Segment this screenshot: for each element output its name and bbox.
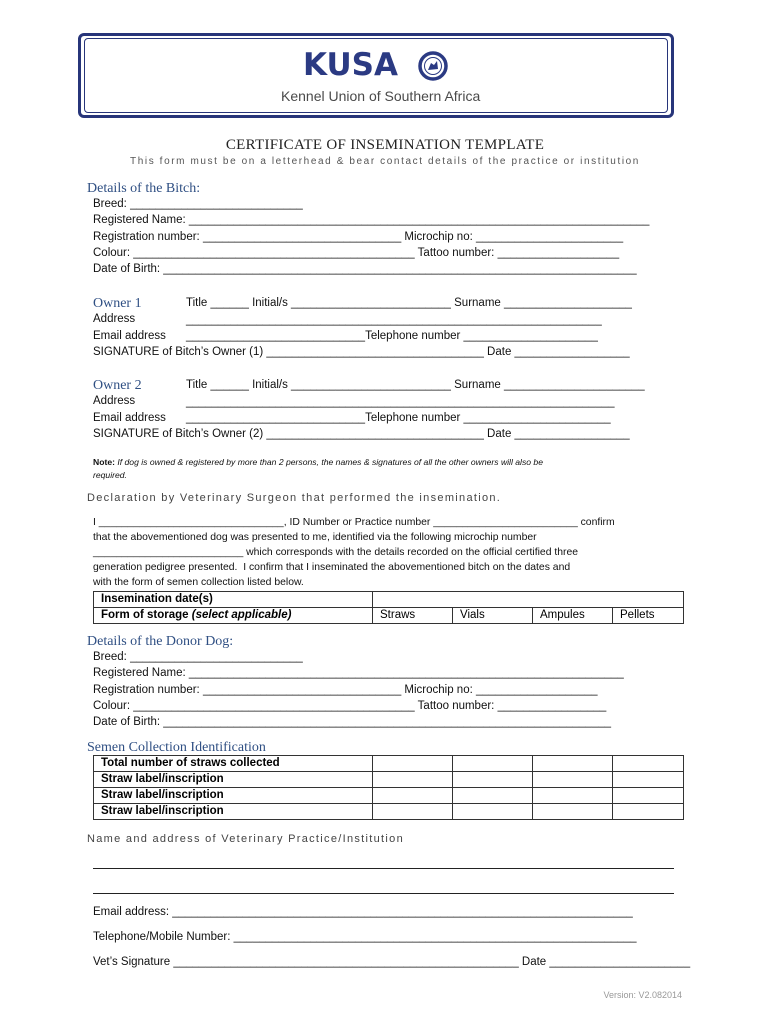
semen-row-label: Straw label/inscription [94,772,373,788]
insemination-table [93,591,684,624]
owner2-address-label: Address [93,395,136,407]
practice-email-field[interactable]: Email address: ________________________________________________________________________ [93,906,633,918]
declaration-line-4: generation pedigree presented. I confirm that I inseminated the abovementioned bitch on the dates and [93,562,571,573]
bitch-registered-name-field[interactable]: Registered Name: ________________________________________________________________________ [93,214,650,226]
practice-heading: Name and address of Veterinary Practice/Institution [87,833,404,845]
donor-dob-field[interactable]: Date of Birth: ______________________________________________________________________ [93,716,612,728]
semen-collection-table [93,755,684,820]
semen-cell[interactable] [373,772,453,788]
semen-collection-heading: Semen Collection Identification [87,740,266,755]
semen-cell[interactable] [373,788,453,804]
semen-cell[interactable] [533,772,613,788]
semen-row-label: Straw label/inscription [94,804,373,820]
semen-row-label: Straw label/inscription [94,788,373,804]
semen-cell[interactable] [373,756,453,772]
semen-cell[interactable] [533,804,613,820]
storage-option-straws[interactable]: Straws [373,608,453,624]
donor-details-heading: Details of the Donor Dog: [87,634,234,649]
bitch-registration-field[interactable]: Registration number: _______________________________ Microchip no: _______________________ [93,231,624,243]
semen-cell[interactable] [453,772,533,788]
semen-cell[interactable] [453,804,533,820]
owner1-title-field[interactable]: Title ______ Initial/s _________________________ Surname ____________________ [186,297,632,309]
practice-name-line[interactable] [93,868,674,869]
practice-telephone-field[interactable]: Telephone/Mobile Number: _______________________________________________________________ [93,931,637,943]
owner2-email-label: Email address [93,412,166,424]
declaration-line-2: that the abovementioned dog was presented to me, identified via the following microchip number [93,532,537,543]
declaration-line-5: with the form of semen collection listed below. [93,577,304,588]
kusa-logo-text: KUSA [303,47,398,83]
storage-option-pellets[interactable]: Pellets [613,608,684,624]
bitch-colour-field[interactable]: Colour: ____________________________________________ Tattoo number: ___________________ [93,247,620,259]
storage-option-vials[interactable]: Vials [453,608,533,624]
semen-cell[interactable] [453,788,533,804]
semen-cell[interactable] [453,756,533,772]
storage-form-note: (select applicable) [191,609,292,621]
bitch-dob-field[interactable]: Date of Birth: __________________________________________________________________________ [93,263,637,275]
semen-row-label: Total number of straws collected [94,756,373,772]
storage-option-ampules[interactable]: Ampules [533,608,613,624]
table-row [94,608,684,624]
semen-cell[interactable] [613,788,684,804]
owner2-email-field[interactable]: ____________________________Telephone number _______________________ [186,412,611,424]
owner1-address-label: Address [93,313,136,325]
table-row [94,592,684,608]
semen-cell[interactable] [533,756,613,772]
version-label: Version: V2.082014 [603,990,682,1000]
owner2-title-field[interactable]: Title ______ Initial/s _________________________ Surname ______________________ [186,379,645,391]
note-label: Note: [93,457,115,467]
table-row [94,804,684,820]
declaration-line-3[interactable]: __________________________ which corresponds with the details recorded on the official certified three [93,547,579,558]
owner1-signature-field[interactable]: SIGNATURE of Bitch’s Owner (1) __________________________________ Date __________________ [93,346,630,358]
note-text-2: required. [93,470,127,480]
semen-cell[interactable] [613,756,684,772]
bitch-details-heading: Details of the Bitch: [87,181,201,196]
donor-breed-field[interactable]: Breed: ___________________________ [93,651,303,663]
donor-registered-name-field[interactable]: Registered Name: ____________________________________________________________________ [93,667,624,679]
owners-note [93,456,543,469]
owner2-signature-field[interactable]: SIGNATURE of Bitch’s Owner (2) __________________________________ Date __________________ [93,428,630,440]
kusa-seal-icon [418,51,448,81]
declaration-heading: Declaration by Veterinary Surgeon that performed the insemination. [87,492,502,504]
declaration-line-1[interactable]: I ________________________________, ID Number or Practice number _________________________ confirm [93,517,615,528]
semen-cell[interactable] [613,772,684,788]
table-row [94,772,684,788]
table-row [94,756,684,772]
owner1-address-field[interactable]: _________________________________________________________________ [186,314,602,326]
bitch-breed-field[interactable]: Breed: ___________________________ [93,198,303,210]
vet-signature-field[interactable]: Vet’s Signature ______________________________________________________ Date ______________________ [93,956,691,968]
owner1-email-label: Email address [93,330,166,342]
donor-registration-field[interactable]: Registration number: _______________________________ Microchip no: ___________________ [93,684,598,696]
insemination-date-cell[interactable] [373,592,684,608]
owner1-heading: Owner 1 [93,296,142,311]
owner2-address-field[interactable]: ___________________________________________________________________ [186,396,615,408]
note-text-1: If dog is owned & registered by more than 2 persons, the names & signatures of all the other owners will also be [114,457,543,467]
owner1-email-field[interactable]: ____________________________Telephone number _____________________ [186,330,598,342]
insemination-date-label: Insemination date(s) [94,592,373,608]
semen-cell[interactable] [373,804,453,820]
table-row [94,788,684,804]
page-title: CERTIFICATE OF INSEMINATION TEMPLATE [225,137,545,153]
page-subtitle: This form must be on a letterhead & bear contact details of the practice or institution [130,156,640,167]
semen-cell[interactable] [533,788,613,804]
practice-address-line[interactable] [93,893,674,894]
donor-colour-field[interactable]: Colour: ____________________________________________ Tattoo number: _________________ [93,700,607,712]
storage-form-label: Form of storage (select applicable) [94,608,373,624]
semen-cell[interactable] [613,804,684,820]
org-name: Kennel Union of Southern Africa [281,88,481,104]
owner2-heading: Owner 2 [93,378,142,393]
